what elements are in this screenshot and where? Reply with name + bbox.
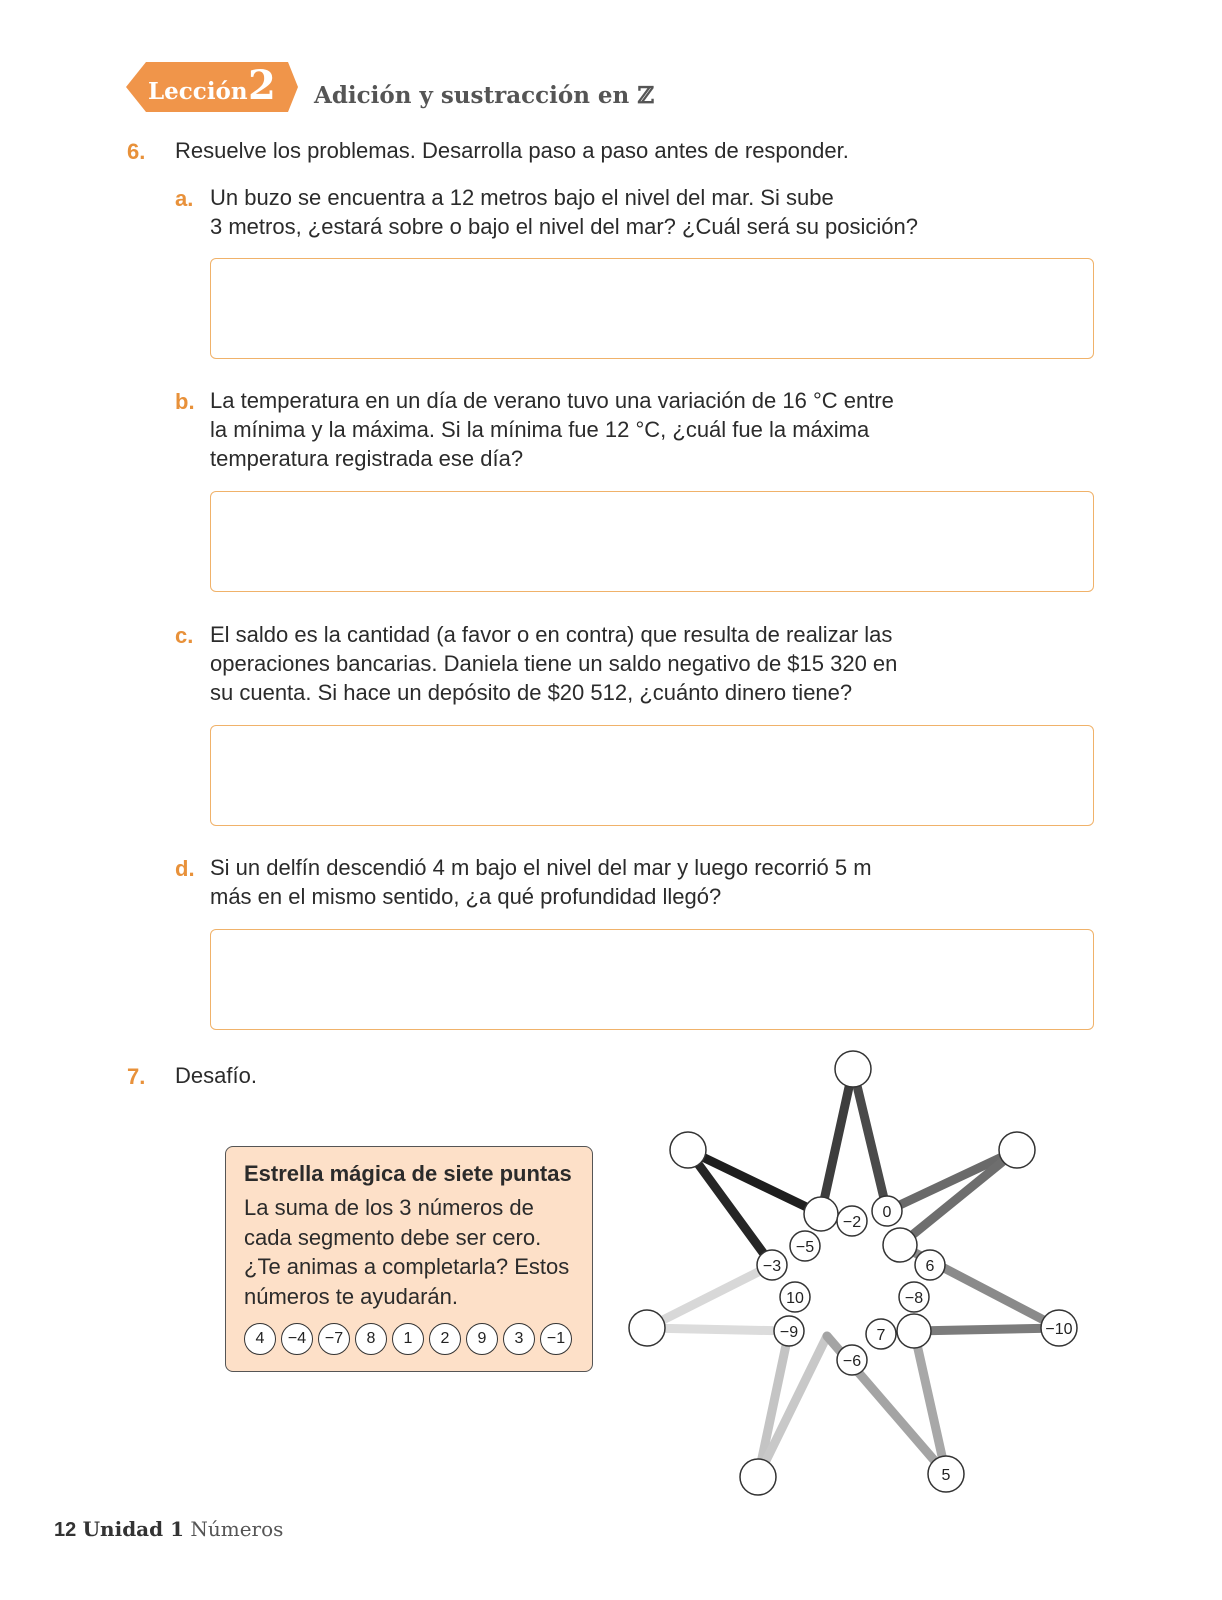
star-tip-label: −10: [1045, 1321, 1073, 1338]
challenge-line: La suma de los 3 números de: [244, 1195, 534, 1220]
star-segment: [853, 1069, 887, 1211]
star-middle-label: 6: [925, 1258, 935, 1275]
star-vertex[interactable]: [774, 1316, 804, 1346]
star-vertex-circle: [897, 1314, 931, 1348]
challenge-line: cada segmento debe ser cero.: [244, 1224, 542, 1250]
star-middle-label: 10: [786, 1290, 804, 1307]
unit-label: Unidad 1: [82, 1517, 184, 1541]
star-segment: [821, 1069, 853, 1214]
star-vertex-circle: [883, 1228, 917, 1262]
star-middle[interactable]: [915, 1250, 945, 1280]
star-middle[interactable]: [780, 1282, 810, 1312]
item-a-letter: a.: [175, 186, 194, 211]
lesson-word: Lección: [148, 78, 248, 105]
star-vertex[interactable]: [872, 1196, 902, 1226]
star-tip-circle: [999, 1132, 1035, 1168]
number-chip[interactable]: −1: [540, 1323, 572, 1355]
star-tip[interactable]: [740, 1459, 776, 1495]
star-vertex-circle: [804, 1197, 838, 1231]
number-chip[interactable]: 9: [466, 1323, 498, 1355]
star-middle-label: −2: [842, 1214, 862, 1231]
star-tip-label: 5: [941, 1467, 951, 1484]
star-tip[interactable]: [1041, 1310, 1077, 1346]
question-7-prompt: Desafío.: [175, 1063, 257, 1088]
star-vertex[interactable]: [897, 1314, 931, 1348]
page-footer: [54, 1517, 283, 1542]
star-vertex-label: −3: [762, 1258, 782, 1275]
item-a-line: 3 metros, ¿estará sobre o bajo el nivel del mar? ¿Cuál será su posición?: [210, 214, 919, 239]
challenge-line: números te ayudarán.: [244, 1283, 459, 1309]
item-c-line: operaciones bancarias. Daniela tiene un saldo negativo de $15 320 en: [210, 651, 898, 676]
star-vertex[interactable]: [866, 1319, 896, 1349]
item-c-letter: c.: [175, 623, 194, 648]
star-middle[interactable]: [899, 1282, 929, 1312]
star-vertex[interactable]: [883, 1228, 917, 1262]
star-middle[interactable]: [790, 1231, 820, 1261]
star-middle[interactable]: [837, 1345, 867, 1375]
number-chip[interactable]: 1: [392, 1323, 424, 1355]
star-vertex[interactable]: [804, 1197, 838, 1231]
star-segment: [914, 1328, 1059, 1331]
challenge-line: ¿Te animas a completarla? Estos: [244, 1254, 570, 1279]
number-chip[interactable]: 4: [244, 1323, 276, 1355]
star-middle-label: −5: [795, 1239, 815, 1256]
challenge-title: Estrella mágica de siete puntas: [244, 1161, 572, 1186]
star-tip[interactable]: [629, 1310, 665, 1346]
star-middle[interactable]: [837, 1206, 867, 1236]
item-d-line: Si un delfín descendió 4 m bajo el nivel del mar y luego recorrió 5 m: [210, 855, 872, 880]
star-vertex[interactable]: [757, 1250, 787, 1280]
star-tip-circle: [629, 1310, 665, 1346]
star-tip[interactable]: [670, 1132, 706, 1168]
item-a-line: Un buzo se encuentra a 12 metros bajo el nivel del mar. Si sube: [210, 185, 834, 210]
star-segment: [647, 1328, 789, 1331]
star-segment: [647, 1265, 772, 1328]
number-chip[interactable]: 3: [503, 1323, 535, 1355]
star-vertex-label: −9: [779, 1324, 799, 1341]
item-b-letter: b.: [175, 389, 195, 414]
item-b-line: temperatura registrada ese día?: [210, 446, 524, 471]
star-vertex-label: 0: [882, 1204, 892, 1221]
number-chip[interactable]: 2: [429, 1323, 461, 1355]
lesson-title: Adición y sustracción en ℤ: [314, 82, 655, 109]
question-7-number: 7.: [127, 1064, 146, 1089]
star-tip-circle: [740, 1459, 776, 1495]
page-number: 12: [54, 1519, 77, 1541]
item-b-line: La temperatura en un día de verano tuvo una variación de 16 °C entre: [210, 388, 894, 413]
star-tip[interactable]: [835, 1051, 871, 1087]
number-chip[interactable]: −4: [281, 1323, 313, 1355]
question-6-number: 6.: [127, 139, 146, 164]
star-tip-circle: [835, 1051, 871, 1087]
star-segment: [758, 1336, 827, 1477]
number-chip[interactable]: −7: [318, 1323, 350, 1355]
star-vertex-label: 7: [876, 1327, 886, 1344]
item-b-line: la mínima y la máxima. Si la mínima fue 12 °C, ¿cuál fue la máxima: [210, 417, 870, 442]
star-tip[interactable]: [999, 1132, 1035, 1168]
item-c-line: El saldo es la cantidad (a favor o en contra) que resulta de realizar las: [210, 622, 893, 647]
star-middle-label: −8: [904, 1290, 924, 1307]
star-tip[interactable]: [928, 1456, 964, 1492]
question-6-prompt: Resuelve los problemas. Desarrolla paso a paso antes de responder.: [175, 138, 849, 163]
item-d-letter: d.: [175, 856, 195, 881]
star-tip-circle: [670, 1132, 706, 1168]
number-chip[interactable]: 8: [355, 1323, 387, 1355]
item-d-line: más en el mismo sentido, ¿a qué profundidad llegó?: [210, 884, 722, 909]
item-c-line: su cuenta. Si hace un depósito de $20 512, ¿cuánto dinero tiene?: [210, 680, 853, 705]
lesson-number: 2: [248, 62, 276, 109]
unit-name: Números: [190, 1517, 284, 1541]
star-middle-label: −6: [842, 1353, 862, 1370]
